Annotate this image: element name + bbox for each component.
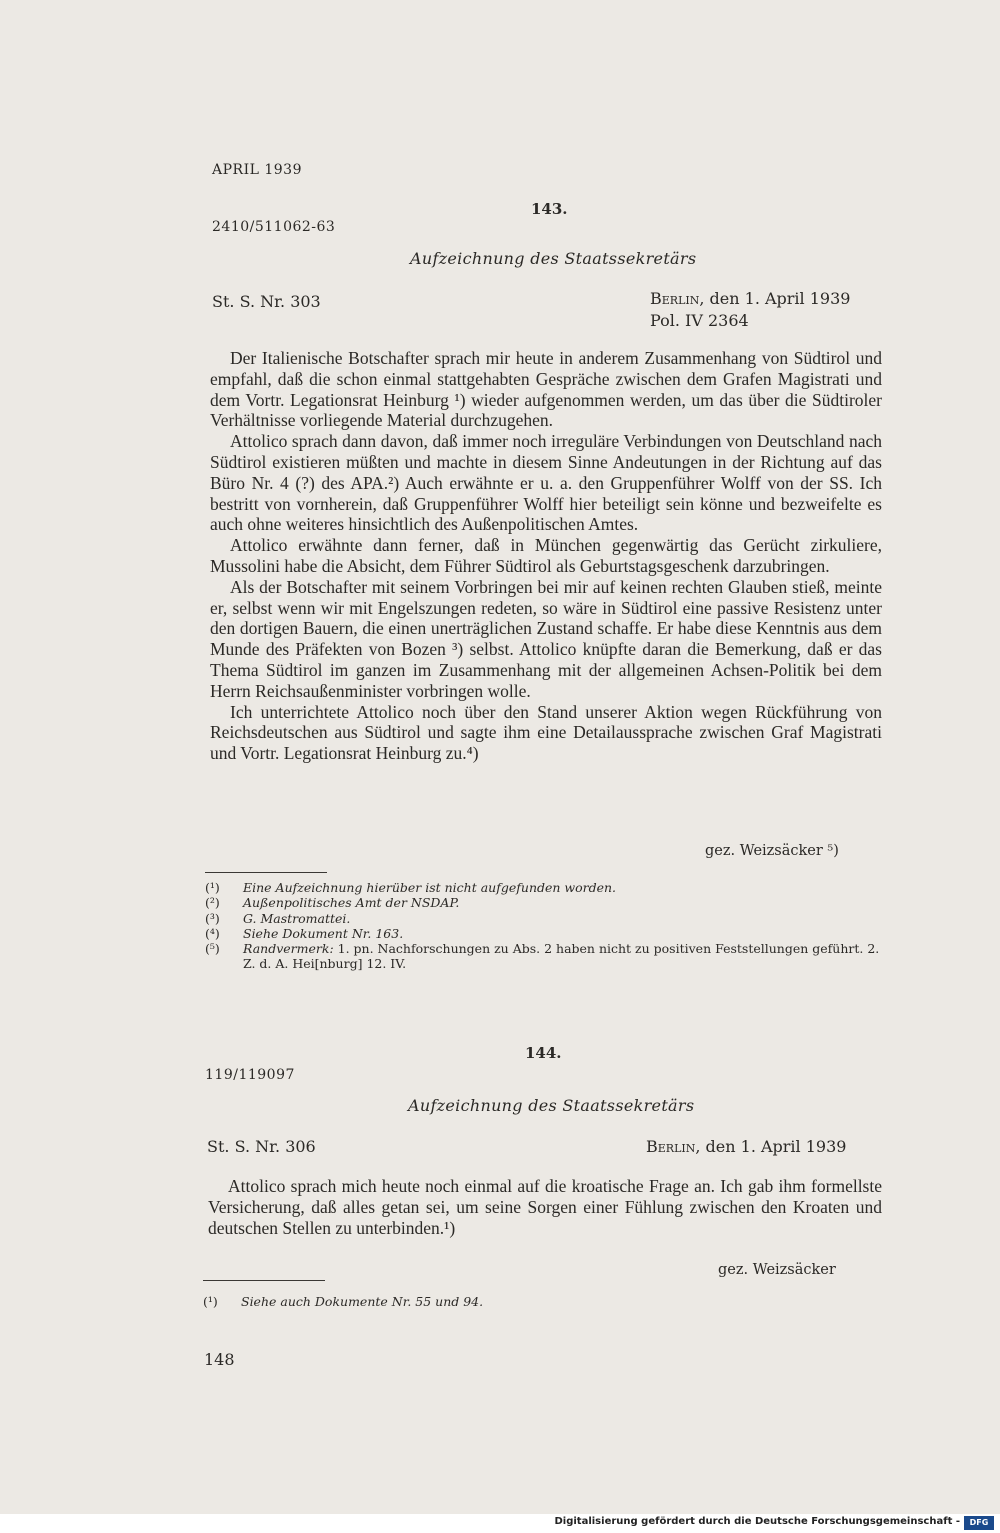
document-number-144: 144. bbox=[525, 1044, 562, 1062]
reference-right-143: Pol. IV 2364 bbox=[650, 311, 749, 330]
body-143 bbox=[210, 348, 882, 764]
file-reference-144: 119/119097 bbox=[205, 1067, 295, 1083]
signature-144: gez. Weizsäcker bbox=[718, 1262, 836, 1278]
footnote-item: (⁵) Randvermerk: 1. pn. Nachforschungen zu Abs. 2 haben nicht zu positiven Feststellungen geführt. 2. Z. d. A. Hei[nburg] 12. IV. bbox=[205, 941, 880, 972]
date-143: , den 1. April 1939 bbox=[699, 289, 851, 308]
file-reference-143: 2410/511062-63 bbox=[212, 219, 336, 235]
place-date-144 bbox=[646, 1137, 846, 1156]
footer-credit: Digitalisierung gefördert durch die Deutsche Forschungsgemeinschaft - bbox=[554, 1516, 960, 1527]
document-number-143: 143. bbox=[531, 200, 568, 218]
reference-left-143: St. S. Nr. 303 bbox=[212, 292, 321, 311]
reference-left-144: St. S. Nr. 306 bbox=[207, 1137, 316, 1156]
footnote-item: (¹) Eine Aufzeichnung hierüber ist nicht aufgefunden worden. bbox=[205, 880, 617, 895]
place-144: Berlin bbox=[646, 1137, 696, 1156]
paragraph: Ich unterrichtete Attolico noch über den Stand unserer Aktion wegen Rückführung von Reichsdeutschen aus Südtirol und sagte ihm eine Detailaussprache zwischen Graf Magistrati und Vortr. Legationsrat Heinburg zu.⁴) bbox=[210, 701, 882, 764]
date-144: , den 1. April 1939 bbox=[695, 1137, 847, 1156]
paragraph: Der Italienische Botschafter sprach mir heute in anderem Zusammenhang von Südtirol und empfahl, daß die schon einmal stattgehabten Gespräche zwischen dem Grafen Magistrati und dem Vortr. Legationsrat Heinburg ¹) wieder aufgenommen werden, um das über die Südtiroler Verhältnisse vorliegende Material durchzugehen. bbox=[210, 348, 882, 431]
paragraph: Attolico sprach mich heute noch einmal auf die kroatische Frage an. Ich gab ihm formellste Versicherung, daß alles getan sei, um seine Sorgen einer Fühlung zwischen den Kroaten und deutschen Stellen zu unterbinden.¹) bbox=[208, 1176, 882, 1238]
document-title-143: Aufzeichnung des Staatssekretärs bbox=[410, 249, 697, 268]
place-date-143 bbox=[650, 289, 850, 308]
footnote-item: (³) G. Mastromattei. bbox=[205, 910, 351, 926]
document-title-144: Aufzeichnung des Staatssekretärs bbox=[408, 1096, 695, 1115]
dfg-logo-icon: DFG bbox=[964, 1516, 994, 1530]
paragraph: Als der Botschafter mit seinem Vorbringen bei mir auf keinen rechten Glauben stieß, meinte er, selbst wenn wir mit Engelszungen redeten, so wäre in Südtirol eine passive Resistenz unter den dortigen Bauern, die einen unerträglichen Zustand schaffe. Er habe diese Kenntnis aus dem Munde des Präfekten von Bozen ³) selbst. Attolico knüpfte daran die Bemerkung, daß er das Thema Südtirol im ganzen im Zusammenhang mit der allgemeinen Achsen-Politik bei dem Herrn Reichsaußenminister vorbringen wolle. bbox=[210, 576, 882, 701]
footnote-item: (²) Außenpolitisches Amt der NSDAP. bbox=[205, 895, 460, 911]
paragraph: Attolico sprach dann davon, daß immer noch irreguläre Verbindungen von Deutschland nach Südtirol existieren müßten und machte in diesem Sinne Andeutungen in der Richtung auf das Büro Nr. 4 (?) des APA.²) Auch erwähnte er u. a. den Gruppenführer Wolff von der SS. Ich bestritt von vornherein, daß Gruppenführer Wolff hier beteiligt sein könne und bezweifelte es auch ohne weiteres hinsichtlich des Außenpolitischen Amtes. bbox=[210, 431, 882, 535]
signature-143: gez. Weizsäcker ⁵) bbox=[705, 843, 839, 859]
footnotes-144 bbox=[203, 1294, 881, 1309]
footnote-item: (¹) Siehe auch Dokumente Nr. 55 und 94. bbox=[203, 1294, 484, 1309]
footer-band bbox=[0, 1514, 1000, 1533]
footnote-rule-143 bbox=[205, 872, 327, 873]
body-144 bbox=[208, 1176, 882, 1238]
page-number: 148 bbox=[204, 1350, 235, 1369]
paragraph: Attolico erwähnte dann ferner, daß in München gegenwärtig das Gerücht zirkuliere, Mussolini habe die Absicht, dem Führer Südtirol als Geburtstagsgeschenk darzubringen. bbox=[210, 535, 882, 576]
footnotes-143 bbox=[205, 880, 883, 972]
place-143: Berlin bbox=[650, 289, 700, 308]
footnote-rule-144 bbox=[203, 1280, 325, 1281]
footnote-item: (⁴) Siehe Dokument Nr. 163. bbox=[205, 925, 404, 941]
running-head: APRIL 1939 bbox=[212, 162, 302, 178]
